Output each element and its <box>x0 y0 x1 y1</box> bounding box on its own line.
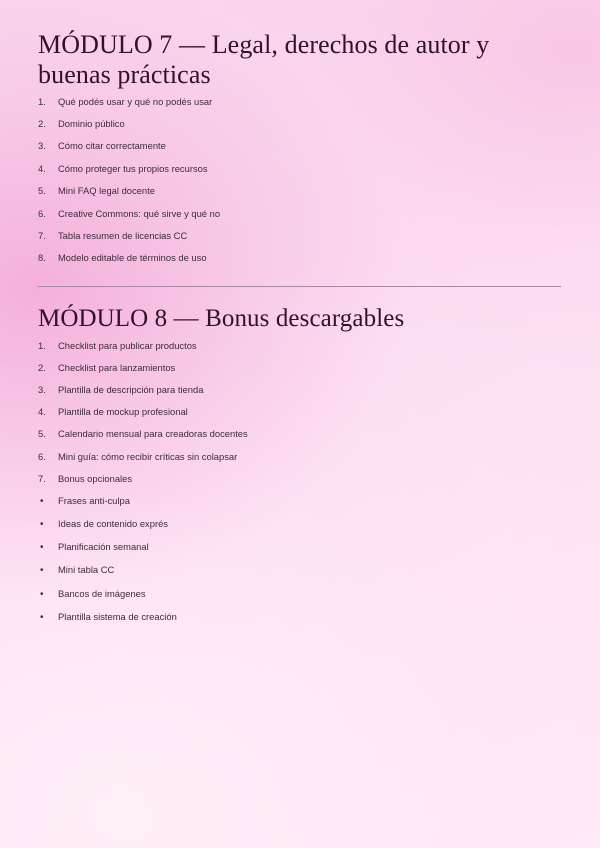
list-item-label: Planificación semanal <box>58 541 149 553</box>
list-number: 6. <box>38 450 46 462</box>
list-item-label: Cómo proteger tus propios recursos <box>58 162 208 174</box>
module-7-list <box>38 90 562 269</box>
list-item <box>38 247 562 269</box>
list-item-label: Plantilla de mockup profesional <box>58 406 188 418</box>
list-item-label: Mini FAQ legal docente <box>58 185 155 197</box>
list-item <box>38 135 562 157</box>
list-item-label: Bonus opcionales <box>58 472 133 484</box>
list-number: 1. <box>38 95 46 107</box>
list-item <box>38 582 562 605</box>
list-item <box>38 513 562 536</box>
list-item <box>38 401 562 423</box>
list-number: 7. <box>38 229 46 241</box>
list-item <box>38 536 562 559</box>
list-number: 1. <box>38 339 46 351</box>
list-item <box>38 224 562 246</box>
list-item-label: Cómo citar correctamente <box>58 140 166 152</box>
list-item-label: Checklist para lanzamientos <box>58 361 176 373</box>
list-item-label: Dominio público <box>58 118 125 130</box>
document-content <box>38 0 562 628</box>
list-item-label: Mini tabla CC <box>58 564 115 576</box>
bullet-marker: • <box>40 611 44 623</box>
list-item <box>38 605 562 628</box>
list-number: 5. <box>38 428 46 440</box>
list-item-label: Checklist para publicar productos <box>58 339 197 351</box>
list-item-label: Ideas de contenido exprés <box>58 518 168 530</box>
list-number: 4. <box>38 406 46 418</box>
list-item <box>38 378 562 400</box>
list-number: 4. <box>38 162 46 174</box>
list-item <box>38 356 562 378</box>
list-item-label: Qué podés usar y qué no podés usar <box>58 95 213 107</box>
bullet-marker: • <box>40 565 44 577</box>
module-8-list <box>38 334 562 628</box>
bullet-marker: • <box>40 588 44 600</box>
list-item <box>38 112 562 134</box>
list-number: 2. <box>38 118 46 130</box>
list-number: 8. <box>38 252 46 264</box>
list-item <box>38 423 562 445</box>
list-item <box>38 467 562 489</box>
list-number: 3. <box>38 140 46 152</box>
list-item-label: Tabla resumen de licencias CC <box>58 229 188 241</box>
module-8-heading: MÓDULO 8 — Bonus descargables <box>38 305 405 332</box>
list-item <box>38 202 562 224</box>
list-item-label: Plantilla sistema de creación <box>58 610 177 622</box>
list-item-label: Modelo editable de términos de uso <box>58 252 207 264</box>
list-item-label: Mini guía: cómo recibir críticas sin colapsar <box>58 450 238 462</box>
list-number: 2. <box>38 361 46 373</box>
list-item <box>38 180 562 202</box>
bullet-marker: • <box>40 495 44 507</box>
bullet-marker: • <box>40 542 44 554</box>
list-item <box>38 489 562 512</box>
list-item <box>38 90 562 112</box>
list-item <box>38 157 562 179</box>
list-item-label: Frases anti-culpa <box>58 494 130 506</box>
module-7-heading: MÓDULO 7 — Legal, derechos de autor y buenas prácticas <box>38 30 490 89</box>
list-number: 3. <box>38 383 46 395</box>
list-number: 7. <box>38 472 46 484</box>
list-number: 5. <box>38 185 46 197</box>
list-item-label: Calendario mensual para creadoras docentes <box>58 428 248 440</box>
bullet-marker: • <box>40 519 44 531</box>
list-item <box>38 559 562 582</box>
list-item-label: Plantilla de descripción para tienda <box>58 383 204 395</box>
list-number: 6. <box>38 207 46 219</box>
list-item-label: Bancos de imágenes <box>58 587 146 599</box>
list-item-label: Creative Commons: qué sirve y qué no <box>58 207 221 219</box>
list-item <box>38 445 562 467</box>
list-item <box>38 334 562 356</box>
